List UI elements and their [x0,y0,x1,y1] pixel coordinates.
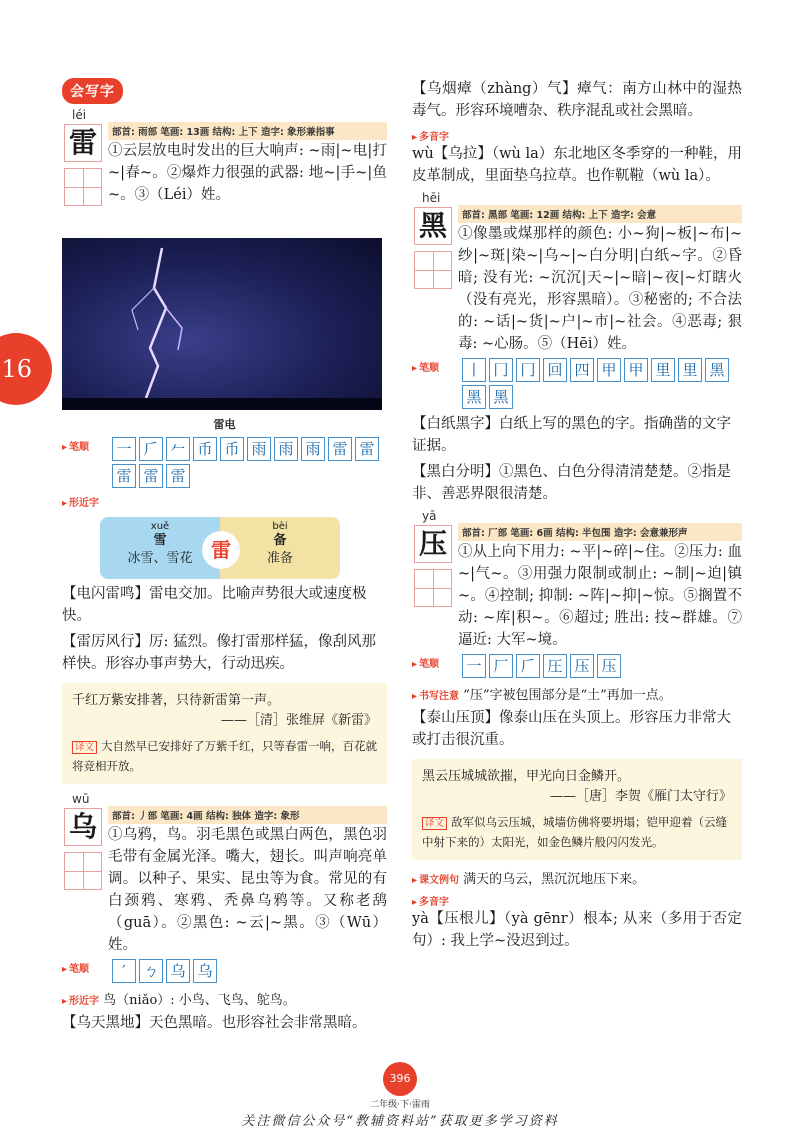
stroke-step: 雷 [166,464,190,488]
stroke-step: 乌 [193,959,217,983]
translation-label: 译文 [422,817,447,830]
right-column [412,78,742,952]
similar-row [62,989,387,1008]
char-lei: 雷 [64,124,102,162]
similar-label: ▸ 形近字 [62,494,387,509]
note-label: ▸ 书写注意 [412,691,459,702]
section-tag: 会写字 [62,78,123,104]
entry-lei [62,122,387,232]
stroke-order-lei [62,438,387,488]
footer-promo: 关注微信公众号“教辅资料站”获取更多学习资料 [241,1114,559,1129]
translation [72,737,377,776]
writing-grid [414,569,452,607]
left-column [62,78,387,1034]
similar-label: ▸ 形近字 [62,996,99,1007]
pinyin-hei: hēi [422,191,441,205]
stroke-step: 𠂆 [516,654,540,678]
stroke-list [112,437,387,488]
stroke-list [462,654,742,678]
writing-grid [64,168,102,206]
stroke-step: 冂 [516,358,540,382]
poem-author: ——［唐］李贺《雁门太守行》 [549,789,732,804]
lightning-photo [62,238,382,410]
entry-wu [62,806,387,956]
stroke-step: 雨 [301,437,325,461]
stroke-step: 𠂆 [139,437,163,461]
chapter-badge: 16 [0,333,52,405]
definition: ①乌鸦，鸟。羽毛黑色或黑白两色，黑色羽毛带有金属光泽。嘴大，翅长。叫声响亮单调。以种子、果实、昆虫等为食。常见的有白颈鸦、寒鸦、秃鼻乌鸦等。又称老鸹（guā）。②黑色: ~云|~黑。③（Wū）姓。 [108,827,387,953]
stroke-step: 币 [193,437,217,461]
char-hei: 黑 [414,207,452,245]
stroke-step: 雷 [112,464,136,488]
stroke-step: 里 [678,358,702,382]
entry-ya [412,523,742,651]
stroke-step: ′ [112,959,136,983]
stroke-step: 一 [462,654,486,678]
stroke-order-hei [412,359,742,409]
idiom: 【电闪雷鸣】雷电交加。比喻声势很大或速度极快。 [62,586,367,624]
translation [422,813,732,852]
similar-right-pinyin: bèi [272,521,288,532]
idiom: 【白纸黑字】白纸上写的黑色的字。指确凿的文字证据。 [412,416,731,454]
poem-line: 黑云压城城欲摧，甲光向日金鳞开。 [422,769,631,784]
similar-center-char: 雷 [202,531,240,569]
stroke-list [462,358,742,409]
char-meta: 部首: 黑部 笔画: 12画 结构: 上下 造字: 会意 [458,205,742,223]
stroke-step: 冂 [489,358,513,382]
example-text: 满天的乌云，黑沉沉地压下来。 [463,872,646,887]
stroke-step: 黑 [462,385,486,409]
poly-label: ▸ 多音字 [412,893,742,908]
stroke-step: 乌 [166,959,190,983]
pinyin-wu: wū [72,792,90,806]
idiom: 【乌天黑地】天色黑暗。也形容社会非常黑暗。 [62,1015,367,1031]
stroke-step: 压 [570,654,594,678]
stroke-step: 黑 [705,358,729,382]
page-number: 396 [383,1062,417,1096]
stroke-label: ▸ 笔顺 [62,438,387,453]
similar-left-pinyin: xuě [150,521,170,532]
stroke-step: 甲 [624,358,648,382]
stroke-step: 雷 [139,464,163,488]
entry-hei [412,205,742,355]
poem-box [412,759,742,860]
stroke-step: 币 [220,437,244,461]
poem-line: 千红万紫安排著，只待新雷第一声。 [72,693,281,708]
similar-chars-card [100,517,340,579]
stroke-step: 黑 [489,385,513,409]
definition: ①云层放电时发出的巨大响声: ~雨|~电|打~|春~。②爆炸力很强的武器: 地~|手~|鱼~。③（Léi）姓。 [108,143,387,203]
writing-grid [414,251,452,289]
poem-author: ——［清］张维屏《新雷》 [220,713,377,728]
poly-label: ▸ 多音字 [412,128,742,143]
char-meta: 部首: 丿部 笔画: 4画 结构: 独体 造字: 象形 [108,806,387,824]
stroke-step: 雨 [274,437,298,461]
stroke-step: 丨 [462,358,486,382]
stroke-step: 一 [112,437,136,461]
pinyin-lei: léi [72,108,87,122]
translation-label: 译文 [72,741,97,754]
idiom: 【雷厉风行】厉: 猛烈。像打雷那样猛，像刮风那样快。形容办事声势大，行动迅疾。 [62,634,376,672]
stroke-step: 压 [597,654,621,678]
stroke-step: 厂 [489,654,513,678]
stroke-step: 雨 [247,437,271,461]
poem-box [62,683,387,784]
stroke-step: 四 [570,358,594,382]
translation-text: 敌军似乌云压城，城墙仿佛将要坍塌；铠甲迎着（云缝中射下来的）太阳光，如金色鳞片般闪闪发光。 [422,815,728,849]
stroke-step: ㄅ [139,959,163,983]
stroke-step: 圧 [543,654,567,678]
idiom: 【黑白分明】①黑色、白色分得清清楚楚。②指是非、善恶界限很清楚。 [412,464,731,502]
idiom: 【乌烟瘴（zhàng）气】瘴气：南方山林中的湿热毒气。形容环境嘈杂、秩序混乱或社会黑暗。 [412,81,742,119]
writing-note [412,684,742,703]
stroke-step: 甲 [597,358,621,382]
translation-text: 大自然早已安排好了万紫千红，只等春雷一响，百花就将竞相开放。 [72,739,378,773]
polyphone: yà【压根儿】（yà gēnr）根本; 从来（多用于否定句）: 我上学~没迟到过。 [412,911,742,949]
stroke-list [112,959,387,983]
stroke-step: 雷 [355,437,379,461]
example-row [412,868,742,887]
footer-grade: 二年级·下·雷雨 [370,1100,430,1110]
char-ya: 压 [414,525,452,563]
stroke-label: ▸ 笔顺 [412,655,742,670]
char-meta: 部首: 厂部 笔画: 6画 结构: 半包围 造字: 会意兼形声 [458,523,742,541]
definition: ①从上向下用力: ~平|~碎|~住。②压力: 血~|气~。③用强力限制或制止: ~制|~迫|镇~。④控制; 抑制: ~阵|~抑|~惊。⑤搁置不动: ~库|积~。⑥超过; 胜出: 技~群雄。⑦逼近: 大军~境。 [458,544,742,648]
polyphone: wù【乌拉】（wù la）东北地区冬季穿的一种鞋，用皮革制成，里面垫乌拉草。也作靰鞡（wù la）。 [412,146,742,184]
char-meta: 部首: 雨部 笔画: 13画 结构: 上下 造字: 象形兼指事 [108,122,387,140]
idiom: 【泰山压顶】像泰山压在头顶上。形容压力非常大或打击很沉重。 [412,710,731,748]
similar-left-char: 雪 [153,533,167,548]
stroke-step: 回 [543,358,567,382]
similar-text: 鸟（niǎo）: 小鸟、飞鸟、鸵鸟。 [103,993,296,1008]
stroke-label: ▸ 笔顺 [62,960,387,975]
char-wu: 乌 [64,808,102,846]
stroke-order-ya [412,655,742,678]
stroke-step: 𠂉 [166,437,190,461]
stroke-order-wu [62,960,387,983]
note-text: “压”字被包围部分是“土”再加一点。 [463,688,672,703]
example-label: ▸ 课文例句 [412,875,459,886]
definition: ①像墨或煤那样的颜色: 小~狗|~板|~布|~纱|~斑|染~|乌~|~白分明|白纸~字。②昏暗; 没有光: ~沉沉|天~|~暗|~夜|~灯瞎火（没有亮光，形容黑暗）。③秘密的; 不合法的: ~话|~货|~户|~市|~社会。④恶毒; 狠毒: ~心肠。⑤（Hēi）姓。 [458,226,742,352]
stroke-step: 里 [651,358,675,382]
similar-left-words: 冰雪、雪花 [127,551,193,566]
writing-grid [64,852,102,890]
photo-caption: 雷电 [213,418,236,431]
similar-right-char: 备 [273,533,287,548]
similar-right-words: 准备 [266,551,293,566]
stroke-label: ▸ 笔顺 [412,359,742,374]
pinyin-ya: yā [422,509,437,523]
stroke-step: 雷 [328,437,352,461]
lightning-icon [62,238,382,410]
